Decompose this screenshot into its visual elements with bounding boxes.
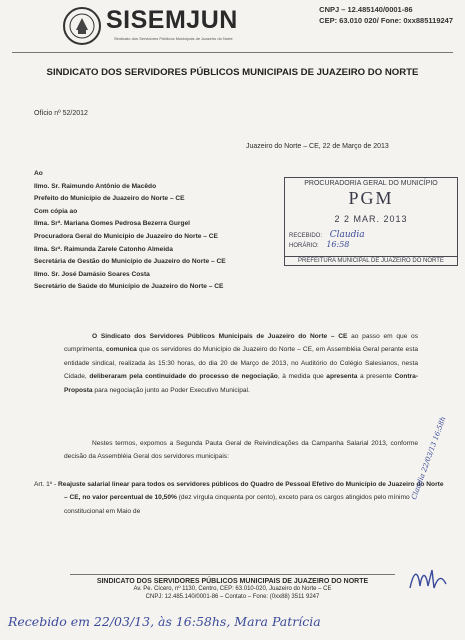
stamp-agency: PROCURADORIA GERAL DO MUNICÍPIO <box>304 180 438 187</box>
addressee-line: Ilmo. Sr. José Damásio Soares Costa <box>34 270 150 278</box>
header-rule <box>12 52 453 53</box>
cnpj-contact <box>319 4 453 26</box>
addressee-line: Prefeito do Município de Juazeiro do Norte – CE <box>34 195 185 203</box>
cnpj-line: CNPJ – 12.485140/0001-86 <box>319 5 413 14</box>
addressee-line: Secretário de Saúde do Município de Juazeiro do Norte – CE <box>34 283 224 291</box>
bold-text-run: comunica <box>106 346 137 354</box>
bold-text-run: O Sindicato dos Servidores Públicos Municipais de Juazeiro do Norte – CE <box>92 333 348 340</box>
bold-text-run: deliberaram pela continuidade do processo de negociação <box>89 373 278 381</box>
addressee-line: Ilmo. Sr. Raimundo Antônio de Macêdo <box>34 182 157 190</box>
stamp-received-signature: Claudia <box>329 230 365 240</box>
initials-scribble-icon <box>408 566 448 592</box>
organization-title: SINDICATO DOS SERVIDORES PÚBLICOS MUNICIPAIS DE JUAZEIRO DO NORTE <box>46 67 419 78</box>
footer-title: SINDICATO DOS SERVIDORES PÚBLICOS MUNICIPAIS DE JUAZEIRO DO NORTE <box>96 578 369 585</box>
logo-text: SISEMJUN <box>106 6 238 34</box>
addressee-line: Ilma. Srª. Raimunda Zarele Catonho Almeida <box>34 245 173 253</box>
footer-rule <box>70 574 395 575</box>
received-stamp <box>284 177 458 266</box>
text-run: (dez vírgula cinquenta por cento), exceto para os cargos atingidos pelo mínimo constitucional em Maio de <box>64 494 410 515</box>
cep-phone-line: CEP: 63.010 020/ Fone: 0xx885119247 <box>319 16 453 25</box>
addressee-line: Ilma. Srª. Mariana Gomes Pedrosa Bezerra Gurgel <box>34 220 190 228</box>
stamp-date: 2 2 MAR. 2013 <box>334 214 408 224</box>
addressee-line: Secretária de Gestão do Município de Juazeiro do Norte – CE <box>34 258 226 266</box>
stamp-time-value: 16:58 <box>326 240 350 249</box>
addressee-line: Ao <box>34 170 43 177</box>
addressee-line: Com cópia ao <box>34 207 78 215</box>
footer-address: Av. Pe. Cícero, nº 1130, Centro, CEP: 63.010-020, Juazeiro do Norte – CE <box>133 586 332 592</box>
text-run: , à medida que <box>277 373 327 381</box>
text-run: ao passo em que os cumprimenta, <box>64 333 418 354</box>
union-emblem-icon <box>62 6 102 46</box>
text-run: Art. 1º - <box>34 481 59 488</box>
stamp-received-row <box>289 230 365 240</box>
addressee-block <box>34 168 226 294</box>
letterhead-logo <box>62 4 238 48</box>
body-paragraph-1 <box>64 330 418 397</box>
addressee-line: Procuradora Geral do Município de Juazeiro do Norte – CE <box>34 232 218 240</box>
stamp-time-label: HORÁRIO: <box>289 243 319 249</box>
text-run: que os servidores do Município de Juazeiro do Norte – CE, em Assembléia Geral perante esta entidade sindical, realizada às 15:30 horas, do dia 20 de Março de 2013, no Auditório do Colégio Salesianos, nesta Cidade, <box>64 346 418 381</box>
office-number: Ofício nº 52/2012 <box>34 110 88 117</box>
place-date: Juazeiro do Norte – CE, 22 de Março de 2013 <box>246 143 389 150</box>
text-run: a presente <box>357 373 395 381</box>
handwritten-receipt-note: Recebido em 22/03/13, às 16:58hs, Mara Patrícia <box>8 614 321 629</box>
margin-handwritten-note: Claudia 22/03/13 16:58h <box>410 415 448 501</box>
bold-text-run: Reajuste salarial linear para todos os servidores públicos do Quadro de Pessoal Efetivo do Município de Juazeiro do Norte – CE, no valor percentual de 10,50% <box>58 481 444 502</box>
stamp-time-row <box>289 240 349 249</box>
body-paragraph-2: Nestes termos, expomos a Segunda Pauta Geral de Reivindicações da Campanha Salarial 2013, conforme decisão da Assembléia Geral dos servidores municipais: <box>64 440 418 461</box>
stamp-received-label: RECEBIDO: <box>289 233 323 239</box>
stamp-acronym: PGM <box>348 188 394 208</box>
bold-text-run: apresenta <box>326 373 358 381</box>
text-run: para negociação junto ao Poder Executivo Municipal. <box>92 386 250 394</box>
logo-subtitle: Sindicato dos Servidores Públicos Municipais de Juazeiro do Norte <box>114 36 233 41</box>
article-1 <box>34 478 448 518</box>
bold-text-run: Contra-Proposta <box>64 373 418 394</box>
stamp-footer: PREFEITURA MUNICIPAL DE JUAZEIRO DO NORTE <box>285 256 457 264</box>
initials-signature <box>408 566 448 597</box>
footer-contact: CNPJ: 12.485.140/0001-86 – Contato – Fone: (0xx88) 3511 9247 <box>145 594 320 600</box>
footer-block <box>0 578 465 601</box>
